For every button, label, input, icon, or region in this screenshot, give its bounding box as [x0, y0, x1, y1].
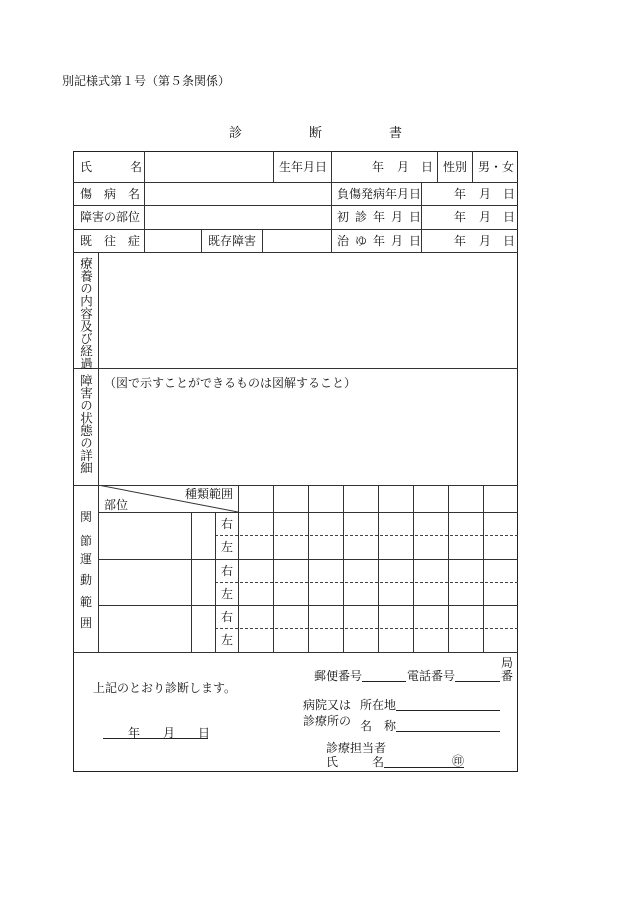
- divider: [343, 485, 344, 652]
- title-char-3: 書: [389, 126, 403, 141]
- treatment-label: 療養の内容及び経過: [78, 257, 94, 370]
- divider: [73, 182, 518, 183]
- right-label: 右: [221, 564, 234, 578]
- cure-year: 年: [454, 234, 467, 248]
- rom-label-4: 動: [80, 573, 93, 587]
- number-label: 番: [501, 669, 514, 683]
- onset-date-label: 負傷発病年月日: [337, 187, 422, 201]
- postal-code-label: 郵便番号: [314, 669, 363, 683]
- rom-label-1: 関: [80, 510, 93, 524]
- divider: [73, 252, 518, 253]
- divider: [98, 252, 99, 652]
- condition-label: 障害の状態の詳細: [78, 374, 94, 474]
- form-reference: 別記様式第１号（第５条関係）: [62, 74, 231, 88]
- birth-month: 月: [397, 160, 410, 174]
- divider: [448, 485, 449, 652]
- phone-line: [455, 681, 500, 682]
- address-label: 所在地: [360, 698, 397, 712]
- dashed-divider: [215, 628, 518, 629]
- injury-label-1: 傷: [80, 187, 93, 201]
- first-visit-label-3: 年: [373, 210, 386, 224]
- divider: [73, 652, 518, 653]
- phone-label: 電話番号: [407, 669, 456, 683]
- divider: [73, 368, 518, 369]
- postal-code-line: [362, 681, 406, 682]
- divider: [201, 229, 202, 252]
- onset-month: 月: [479, 187, 492, 201]
- birth-year: 年: [372, 160, 385, 174]
- cure-day: 日: [503, 234, 516, 248]
- exchange-label: 局: [501, 656, 514, 670]
- first-visit-label-5: 日: [409, 210, 422, 224]
- name-label-2: 名: [130, 160, 143, 174]
- divider: [73, 229, 518, 230]
- divider: [437, 151, 438, 182]
- rom-label-3: 運: [80, 552, 93, 566]
- onset-day: 日: [503, 187, 516, 201]
- doctor-name-label-2: 名: [372, 755, 385, 769]
- left-label: 左: [221, 587, 234, 601]
- certification-statement: 上記のとおり診断します。: [93, 681, 237, 695]
- divider: [421, 182, 422, 252]
- divider: [273, 485, 274, 652]
- hospital-label-2: 診療所の: [303, 714, 352, 728]
- disability-site-label: 障害の部位: [80, 210, 141, 224]
- rom-header-type: 種類範囲: [185, 487, 234, 501]
- condition-note: （図で示すことができるものは図解すること）: [104, 376, 357, 390]
- divider: [262, 229, 263, 252]
- left-label: 左: [221, 540, 234, 554]
- seal-icon: ㊞: [452, 754, 465, 768]
- footer-month: 月: [163, 726, 176, 740]
- date-underline: [103, 738, 208, 739]
- name-label-1: 氏: [80, 160, 93, 174]
- history-label-3: 症: [128, 234, 141, 248]
- divider: [483, 485, 484, 652]
- first-visit-year: 年: [454, 210, 467, 224]
- cure-date-label-3: 年: [373, 234, 386, 248]
- divider: [215, 512, 216, 652]
- rom-label-6: 囲: [80, 616, 93, 630]
- first-visit-label-2: 診: [355, 210, 368, 224]
- onset-year: 年: [454, 187, 467, 201]
- sex-value: 男・女: [478, 160, 515, 174]
- footer-year: 年: [128, 726, 141, 740]
- injury-label-2: 病: [104, 187, 117, 201]
- divider: [73, 205, 518, 206]
- cure-date-label-2: ゆ: [355, 234, 368, 248]
- injury-label-3: 名: [128, 187, 141, 201]
- sex-label: 性別: [443, 160, 468, 174]
- divider: [308, 485, 309, 652]
- hospital-label-1: 病院又は: [303, 698, 352, 712]
- first-visit-day: 日: [503, 210, 516, 224]
- facility-name-label: 名 称: [360, 719, 397, 733]
- divider: [144, 151, 145, 252]
- first-visit-label-4: 月: [391, 210, 404, 224]
- title-char-2: 断: [309, 126, 323, 141]
- title-char-1: 診: [229, 126, 243, 141]
- divider: [273, 151, 274, 182]
- facility-name-line: [396, 731, 500, 732]
- rom-label-5: 範: [80, 595, 93, 609]
- rom-header-site: 部位: [104, 498, 129, 512]
- first-visit-month: 月: [479, 210, 492, 224]
- address-line: [396, 710, 500, 711]
- left-label: 左: [221, 633, 234, 647]
- cure-date-label-5: 日: [409, 234, 422, 248]
- birth-day: 日: [421, 160, 434, 174]
- cure-date-label-1: 治: [337, 234, 350, 248]
- divider: [413, 485, 414, 652]
- cure-month: 月: [479, 234, 492, 248]
- divider: [472, 151, 473, 182]
- divider: [331, 151, 332, 252]
- history-label-2: 往: [104, 234, 117, 248]
- dashed-divider: [215, 582, 518, 583]
- birth-date-label: 生年月日: [279, 160, 328, 174]
- right-label: 右: [221, 610, 234, 624]
- first-visit-label-1: 初: [337, 210, 350, 224]
- prior-disability-label: 既存障害: [208, 234, 257, 248]
- footer-day: 日: [198, 726, 211, 740]
- right-label: 右: [221, 517, 234, 531]
- divider: [191, 512, 192, 652]
- doctor-name-label-1: 氏: [326, 755, 339, 769]
- rom-label-2: 節: [80, 534, 93, 548]
- cure-date-label-4: 月: [391, 234, 404, 248]
- divider: [378, 485, 379, 652]
- divider: [238, 485, 239, 652]
- dashed-divider: [215, 535, 518, 536]
- history-label-1: 既: [80, 234, 93, 248]
- doctor-label: 診療担当者: [326, 741, 387, 755]
